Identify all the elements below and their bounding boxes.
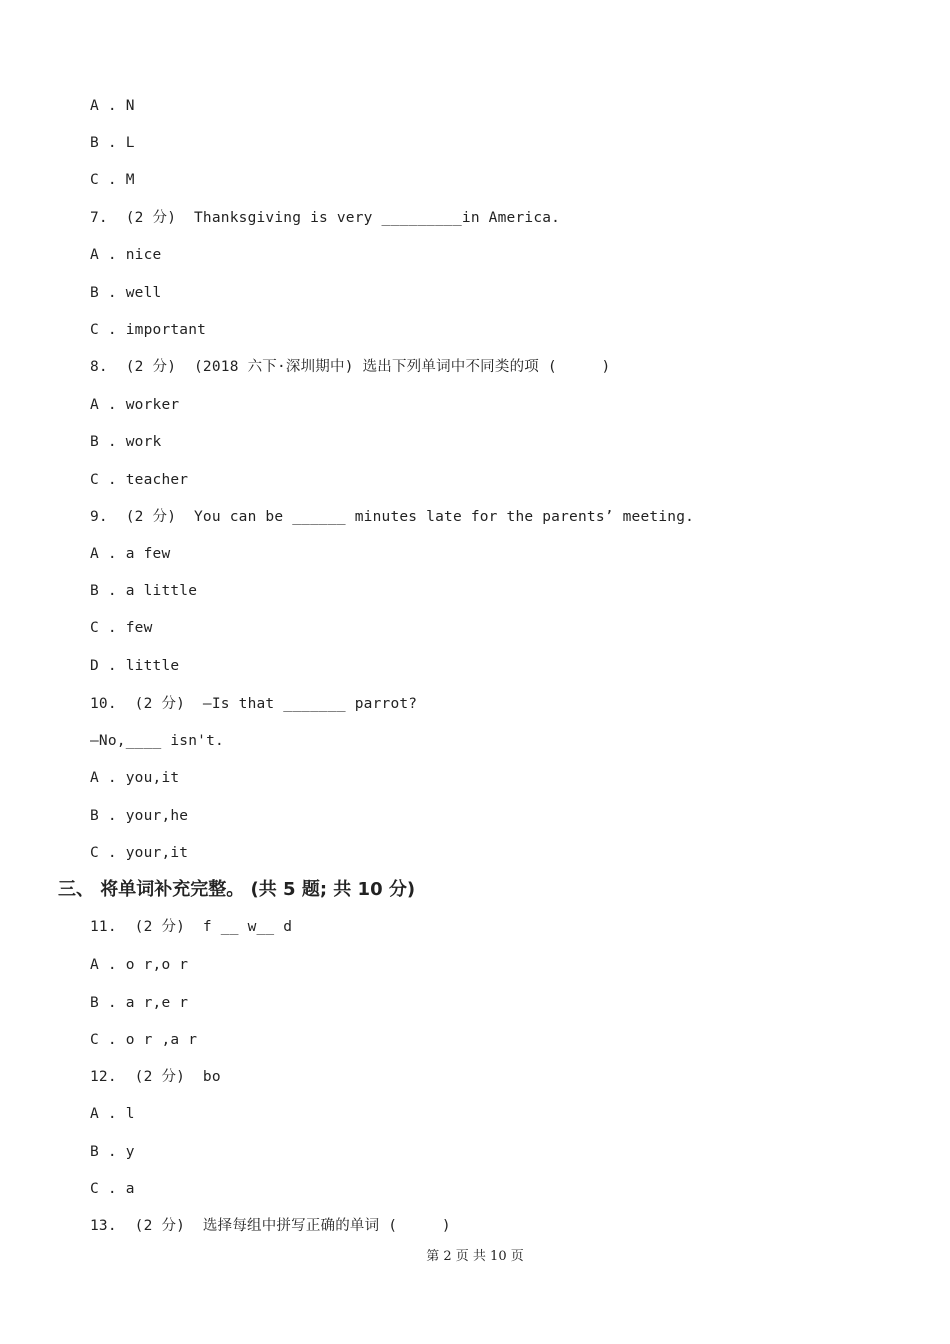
option-line: A . N xyxy=(90,98,135,114)
option-line: C . important xyxy=(90,322,207,338)
option-line: C . M xyxy=(90,172,135,188)
option-line: C . few xyxy=(90,620,153,636)
option-line: B . a r,e r xyxy=(90,995,189,1011)
option-line: A . l xyxy=(90,1106,135,1122)
option-line: B . L xyxy=(90,135,135,151)
option-line: C . o r ,a r xyxy=(90,1032,198,1048)
option-line: A . o r,o r xyxy=(90,957,189,973)
question-11: 11. (2 分) f __ w__ d xyxy=(90,919,293,935)
option-line: A . a few xyxy=(90,546,171,562)
option-line: A . worker xyxy=(90,397,180,413)
question-13: 13. (2 分) 选择每组中拼写正确的单词 ( ) xyxy=(90,1218,451,1234)
option-line: B . y xyxy=(90,1144,135,1160)
option-line: B . a little xyxy=(90,583,198,599)
question-12: 12. (2 分) bo xyxy=(90,1069,221,1085)
question-7: 7. (2 分) Thanksgiving is very _________in America. xyxy=(90,210,561,226)
question-10-reply: —No,____ isn't. xyxy=(90,733,224,749)
page-footer: 第 2 页 共 10 页 xyxy=(426,1249,524,1264)
option-line: A . nice xyxy=(90,247,162,263)
option-line: B . well xyxy=(90,285,162,301)
option-line: B . your,he xyxy=(90,808,189,824)
option-line: B . work xyxy=(90,434,162,450)
option-line: C . teacher xyxy=(90,472,189,488)
question-9: 9. (2 分) You can be ______ minutes late for the parents’ meeting. xyxy=(90,509,695,525)
option-line: A . you,it xyxy=(90,770,180,786)
section-heading: 三、 将单词补充完整。 (共 5 题; 共 10 分) xyxy=(58,879,416,900)
question-8: 8. (2 分) (2018 六下·深圳期中) 选出下列单词中不同类的项 ( ) xyxy=(90,359,611,375)
option-line: C . your,it xyxy=(90,845,189,861)
option-line: C . a xyxy=(90,1181,135,1197)
option-line: D . little xyxy=(90,658,180,674)
question-10: 10. (2 分) —Is that _______ parrot? xyxy=(90,696,418,712)
